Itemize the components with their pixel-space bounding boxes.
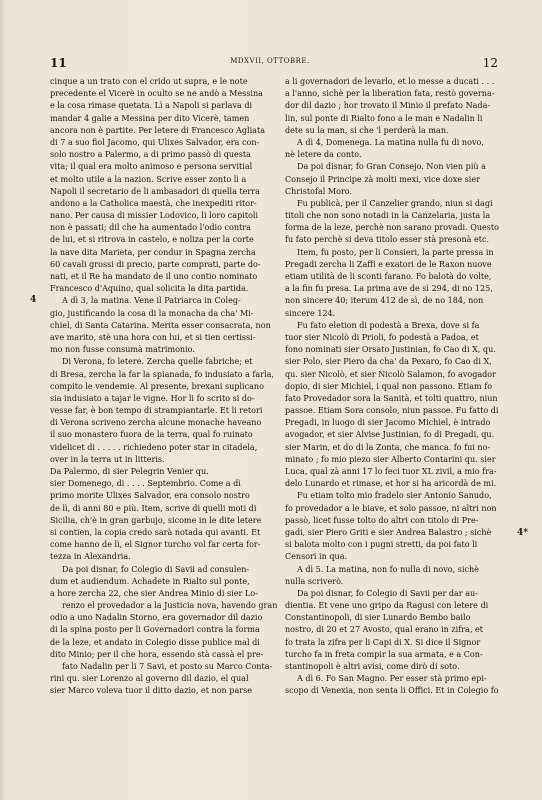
text-line: etiam utilità de li sconti farano. Fo balotà do volte, — [285, 272, 492, 281]
page-number-left: 11 — [50, 56, 67, 70]
text-line: mandar 4 galie a Messina per dito Vicerè, tamen — [50, 113, 250, 123]
text-line: Sicilia, ch'è in gran garbujo, sicome in le dite letere — [50, 515, 262, 525]
text-line: precedente el Vicerè in oculto se ne andò a Messina — [50, 89, 263, 99]
text-line: sier Polo, sier Piero da cha' da Pexaro, fo Cao di X, — [285, 357, 492, 367]
text-line: Luca, qual zà anni 17 lo feci tuor XL zivil, a mio fra- — [285, 467, 497, 476]
text-line: solo nostro a Palermo, a di primo passò di questa — [50, 150, 251, 160]
page-header — [42, 56, 498, 72]
text-line: stantinopoli è altri avisi, come dirò di soto. — [285, 662, 460, 671]
text-line: Fu publicà, per il Canzelier grando, niun si dagi — [297, 198, 493, 208]
text-line: rini qu. sier Lorenzo al governo dil dazio, el qual — [50, 674, 249, 684]
text-line: gadi, sier Piero Griti e sier Andrea Balastro ; sichè — [285, 527, 492, 537]
text-line: Consejo il Principe zà molti mexi, vice doxe sier — [285, 174, 480, 184]
text-line: fo provedador a le biave, et solo passoe, ni altri non — [285, 503, 497, 513]
text-line: forma de la leze, perchè non sarano provadi. Questo — [285, 223, 499, 233]
text-line: passò, licet fusse tolto do altri con titolo di Pre- — [285, 515, 479, 525]
text-line: Di Verona, fo letere. Zercha quelle fabriche; et — [62, 357, 253, 367]
text-line: non sincere 40; iterum 412 de sì, de no 184, non — [285, 296, 484, 306]
right-text-column — [285, 76, 512, 698]
text-line: renzo el provedador a la Justicia nova, havendo gran — [62, 601, 277, 611]
text-line: dum et audiendum. Achadete in Rialto sul ponte, — [50, 576, 250, 586]
text-line: primo morite Ulixes Salvador, era consolo nostro — [50, 491, 250, 501]
text-line: di Verona scriveno zercha alcune monache haveano — [50, 418, 262, 428]
text-line: sincere 124. — [285, 308, 336, 318]
running-title: MDXVII, OTTOBRE. — [230, 57, 310, 65]
text-line: vesse far, è bon tempo di strampiantarle. Et li retori — [50, 406, 263, 416]
text-line: nati, et il Re ha mandato de il uno contio nominato — [50, 272, 258, 281]
text-line: de la leze, et andato in Colegio disse publice mal di — [50, 637, 260, 647]
text-line: qu. sier Nicolò, et sier Nicolò Salamon, fo avogador — [285, 369, 496, 379]
text-line: la nave dita Marieta, per condur in Spagna zercha — [50, 247, 256, 257]
text-line: nulla scriverò. — [285, 576, 344, 586]
page-number-right: 12 — [482, 56, 498, 70]
text-line: dete su la man, si che 'l perderà la man. — [285, 125, 449, 135]
text-line: il suo monastero fuora de la terra, qual fo ruinato — [50, 430, 253, 440]
text-line: sia indusiato a tajar le vigne. Hor li fo scrito si do- — [50, 393, 255, 403]
text-line: compito le vendemie. Al presente, brexani suplicano — [50, 381, 264, 391]
text-line: scopo di Venexia, non senta li Offici. Et in Colegio fo — [285, 686, 499, 696]
text-line: cinque a un trato con el crido ut supra, e le note — [50, 77, 248, 86]
text-line: sier Domenego, di . . . . Septembrio. Come a dì — [50, 479, 241, 489]
text-line: Fu fato eletion di podestà a Brexa, dove si fa — [297, 320, 480, 330]
text-line: tezza in Alexandria. — [50, 552, 131, 562]
text-line: Da Palermo, di sier Pelegrin Venier qu. — [50, 467, 209, 476]
text-line: Item, fu posto, per li Consieri, la parte pressa in — [297, 247, 494, 257]
text-line: de lui, et si ritrova in castelo, e noliza per la corte — [50, 235, 254, 245]
text-line: dopio, di sier Michiel, i qual non passono. Etiam fo — [285, 381, 493, 391]
text-line: dito Minio; per il che hora, essendo stà cassà el pre- — [50, 649, 264, 659]
text-line: vita; il qual era molto animoso e persona servitial — [50, 162, 253, 172]
text-line: lin, sul ponte di Rialto fono a le man e Nadalin li — [285, 113, 483, 123]
text-line: Da poi disnar, fo Gran Consejo. Non vien più a — [297, 162, 486, 172]
text-line: turcho fa in freta compir la sua armata, e a Con- — [285, 649, 483, 659]
text-line: non è passati; dil che ha aumentado l'odio contra — [50, 223, 251, 233]
text-line: gio, justificando la cosa di la monacha da cha' Mi- — [50, 308, 254, 318]
text-line: fato Provedador sora la Sanità, et tolti quattro, niun — [285, 393, 498, 403]
text-line: dor dil dazio ; hor trovato il Minio il prefato Nada- — [285, 101, 491, 111]
text-line: ancora non è partite. Per letere di Francesco Agliata — [50, 125, 265, 135]
margin-number-left: 4 — [30, 295, 37, 305]
text-line: delo Lunardo et rimase, et hor si ha aricordà de mi. — [285, 479, 497, 489]
text-line: over in la terra ut in litteris. — [50, 454, 165, 464]
text-line: a hore zercha 22, che sier Andrea Minio di sier Lo- — [50, 588, 258, 598]
text-line: andono a la Catholica maestà, che inexpediti ritor- — [50, 198, 257, 208]
text-line: Constantinopoli, di sier Lunardo Bembo bailo — [285, 613, 471, 623]
text-line: Pregadi, in luogo di sier Jacomo Michiel, è intrado — [285, 418, 491, 428]
text-line: videlicet di . . . . . richiedeno poter star in citadela, — [50, 442, 258, 452]
text-line: sier Marco voleva tuor il ditto dazio, et non parse — [50, 686, 252, 696]
text-line: ave marito, stè una hora con lui, et si tien certissi- — [50, 332, 256, 342]
margin-number-right: 4* — [517, 528, 528, 538]
text-line: avogador, et sier Alvise Justinian, fo di Pregadi, qu. — [285, 430, 495, 440]
text-line: passoe. Etiam Sora consolo, niun passoe. Fu fatto di — [285, 406, 499, 416]
text-line: Fu etiam tolto mio fradelo sier Antonio Sanudo, — [297, 491, 492, 501]
text-line: di 7 a suo fiol Jacomo, qui Ulixes Salvador, era con- — [50, 137, 260, 147]
text-line: nostro, di 20 et 27 Avosto, qual erano in zifra, et — [285, 625, 483, 635]
text-line: Francesco d'Aquino, qual solicita la dita partida. — [50, 284, 249, 294]
text-line: a li governadori de levarlo, et lo messe a ducati . . . — [285, 77, 495, 86]
text-line: A dì 5. La matina, non fo nulla di novo, sichè — [297, 564, 479, 574]
text-line: di la spina posto per li Governadori contra la forma — [50, 625, 260, 635]
text-line: sier Marin, et do di la Zonta, che manca. fo fui no- — [285, 442, 491, 452]
text-line: si contien, la copia credo sarà notada qui avanti. Et — [50, 527, 261, 537]
text-line: Christofal Moro. — [285, 186, 353, 196]
text-line: et molto utile a la nazion. Scrive esser zonto lì a — [50, 174, 247, 184]
text-line: tuor sier Nicolò di Prioli, fo podestà a Padoa, et — [285, 332, 479, 342]
text-line: Pregadi zercha li Zaffi e exatori de le Raxon nuove — [285, 259, 492, 269]
text-line: A dì 6. Fo San Magno. Per esser stà primo epi- — [297, 674, 487, 684]
left-text-column — [50, 76, 277, 698]
text-line: fo trata la zifra per li Capi di X. Si dice il Signor — [285, 637, 481, 647]
text-line: odio a uno Nadalin Storno, era governador dil dazio — [50, 613, 263, 623]
text-line: si balota molto con i pugni stretti, da poi fato li — [285, 540, 478, 550]
text-line: a l'anno, sichè per la liberation fata, restò governa- — [285, 89, 495, 99]
text-line: Napoli il secretario de li ambasadori di quella terra — [50, 186, 260, 196]
text-line: fono nominati sier Orsato Justinian, fo Cao di X, qu. — [285, 345, 496, 355]
text-line: nano. Per causa di missier Lodovico, li loro capitoli — [50, 211, 259, 221]
text-line: 60 cavali grossi di precio, parte comprati, parte do- — [50, 259, 261, 269]
text-line: A dì 3, la matina. Vene il Patriarca in Coleg- — [62, 296, 241, 306]
text-line: fato Nadalin per li 7 Savi, et posto su Marco Conta- — [62, 662, 273, 671]
text-line: di Bresa, zercha la far la spianada, fo indusiato a farla, — [50, 369, 274, 379]
text-line: Da poi disnar, fo Colegio di Savii ad consulen- — [62, 564, 250, 574]
text-line: mo non fusse consumà matrimonio. — [50, 345, 195, 355]
text-line: nè letere da conto. — [285, 150, 362, 160]
text-line: titoli che non sono notadi in la Canzelaria, justa la — [285, 211, 491, 221]
text-line: dientia. Et vene uno gripo da Ragusi con letere di — [285, 601, 489, 611]
text-line: de lì, di anni 80 e più. Item, scrive di quelli moti di — [50, 503, 257, 513]
text-line: minato ; fo mio piezo sier Alberto Contarini qu. sier — [285, 454, 496, 464]
text-line: a la fin fu presa. La prima ave de sì 294, di no 125, — [285, 284, 493, 294]
text-line: come hanno de lì, el Signor turcho vol far certa for- — [50, 540, 261, 550]
text-line: chiel, di Santa Catarina. Merita esser consacrata, non — [50, 320, 271, 330]
text-line: Censori in qua. — [285, 552, 348, 562]
text-line: A dì 4, Domenega. La matina nulla fu di novo, — [297, 137, 484, 147]
text-line: fu fato perchè si deva titolo esser stà presonà etc. — [285, 235, 490, 245]
text-line: Da poi disnar, fo Colegio di Savii per dar au- — [297, 588, 478, 598]
text-line: e la cosa rimase quetata. Lì a Napoli si parlava di — [50, 101, 253, 111]
